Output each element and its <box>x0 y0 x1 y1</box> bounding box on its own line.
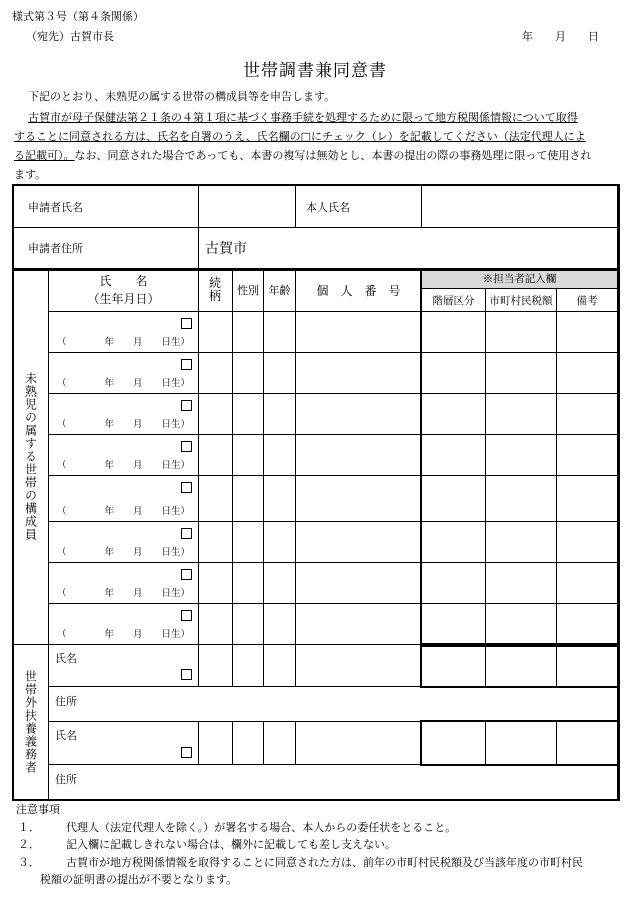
addressee: （宛先）古賀市長 <box>26 30 114 43</box>
remarks-cell <box>557 353 618 394</box>
tier-cell <box>422 353 486 394</box>
consent-checkbox[interactable] <box>181 318 192 329</box>
age-cell[interactable] <box>264 722 296 765</box>
outside-name-label: 氏名 <box>55 652 77 665</box>
tier-cell <box>422 522 486 563</box>
household-members-section-label: 未熟児の属する世帯の構成員 <box>14 269 49 645</box>
member-name-cell[interactable] <box>49 394 199 435</box>
outside-name-cell[interactable] <box>49 645 199 687</box>
outside-dependents-section-label: 世帯外扶養義務者 <box>14 645 49 800</box>
personal-number-cell[interactable] <box>296 722 422 765</box>
notes-heading: 注意事項 <box>16 803 60 816</box>
tax-cell <box>486 394 557 435</box>
sex-cell[interactable] <box>233 394 264 435</box>
relation-cell[interactable] <box>199 435 233 476</box>
outside-name-label: 氏名 <box>55 729 77 742</box>
member-name-cell[interactable] <box>49 522 199 563</box>
remarks-cell <box>557 394 618 435</box>
applicant-name-label: 申請者氏名 <box>14 186 199 228</box>
note-item: ２． 記入欄に記載しきれない場合は、欄外に記載しても差し支えない。 <box>18 838 396 851</box>
outside-address-label: 住所 <box>55 773 77 786</box>
intro-line-1: 下記のとおり、未熟児の属する世帯の構成員等を申告します。 <box>28 90 336 103</box>
member-name-cell[interactable] <box>49 604 199 645</box>
tier-cell <box>422 476 486 522</box>
table-row <box>14 435 618 476</box>
sex-cell[interactable] <box>233 353 264 394</box>
remarks-cell <box>557 522 618 563</box>
remarks-cell <box>557 435 618 476</box>
birthdate-placeholder: （ 年 月 日生） <box>57 419 191 430</box>
birthdate-placeholder: （ 年 月 日生） <box>57 547 191 558</box>
applicant-name-field[interactable] <box>199 186 296 228</box>
personal-number-cell[interactable] <box>296 604 422 645</box>
relation-header: 続柄 <box>199 269 233 312</box>
relation-cell[interactable] <box>199 645 233 687</box>
member-name-cell[interactable] <box>49 563 199 604</box>
consent-checkbox[interactable] <box>181 359 192 370</box>
birthdate-placeholder: （ 年 月 日生） <box>57 378 191 389</box>
table-row <box>14 522 618 563</box>
tax-cell <box>486 312 557 353</box>
personal-number-cell[interactable] <box>296 353 422 394</box>
page-title: 世帯調書兼同意書 <box>243 61 387 81</box>
tier-cell <box>422 312 486 353</box>
tax-header: 市町村民税額 <box>486 289 557 312</box>
sex-cell[interactable] <box>233 722 264 765</box>
table-row <box>14 312 618 353</box>
birthdate-placeholder: （ 年 月 日生） <box>57 506 191 517</box>
table-row <box>14 476 618 522</box>
personal-number-cell[interactable] <box>296 645 422 687</box>
member-name-cell[interactable] <box>49 476 199 522</box>
tier-cell <box>422 435 486 476</box>
member-name-cell[interactable] <box>49 435 199 476</box>
age-cell[interactable] <box>264 476 296 522</box>
personal-number-header: 個 人 番 号 <box>296 269 422 312</box>
personal-number-cell[interactable] <box>296 522 422 563</box>
personal-number-cell[interactable] <box>296 563 422 604</box>
tax-cell <box>486 604 557 645</box>
sex-cell[interactable] <box>233 522 264 563</box>
sex-cell[interactable] <box>233 476 264 522</box>
age-header: 年齢 <box>264 269 296 312</box>
tier-header: 階層区分 <box>422 289 486 312</box>
remarks-cell <box>557 722 618 765</box>
tax-cell <box>486 522 557 563</box>
consent-checkbox[interactable] <box>181 747 192 758</box>
main-form-table <box>13 185 618 800</box>
age-cell[interactable] <box>264 353 296 394</box>
relation-cell[interactable] <box>199 604 233 645</box>
tier-cell <box>422 645 486 687</box>
note-item: ３． 古賀市が地方税関係情報を取得することに同意された方は、前年の市町村民税額及び当該年度の市町村民 <box>18 855 583 869</box>
consent-checkbox[interactable] <box>181 441 192 452</box>
relation-cell[interactable] <box>199 312 233 353</box>
consent-checkbox[interactable] <box>181 528 192 539</box>
tax-cell <box>486 722 557 765</box>
age-cell[interactable] <box>264 394 296 435</box>
tax-cell <box>486 435 557 476</box>
tier-cell <box>422 604 486 645</box>
tier-cell <box>422 394 486 435</box>
consent-checkbox[interactable] <box>181 610 192 621</box>
tax-cell <box>486 476 557 522</box>
relation-cell[interactable] <box>199 476 233 522</box>
birthdate-placeholder: （ 年 月 日生） <box>57 460 191 471</box>
personal-number-cell[interactable] <box>296 435 422 476</box>
sex-header: 性別 <box>233 269 264 312</box>
consent-checkbox[interactable] <box>181 669 192 680</box>
sex-cell[interactable] <box>233 312 264 353</box>
member-name-cell[interactable] <box>49 312 199 353</box>
sex-cell[interactable] <box>233 645 264 687</box>
self-name-field[interactable] <box>422 186 618 228</box>
relation-cell[interactable] <box>199 722 233 765</box>
table-row <box>14 394 618 435</box>
note-item-continued: 税額の証明書の提出が不要となります。 <box>40 873 238 886</box>
remarks-cell <box>557 604 618 645</box>
name-birth-header: 氏 名 （生年月日） <box>49 269 199 312</box>
outside-name-cell[interactable] <box>49 722 199 765</box>
outside-address-cell[interactable] <box>49 687 618 722</box>
consent-checkbox[interactable] <box>181 569 192 580</box>
relation-cell[interactable] <box>199 563 233 604</box>
consent-checkbox[interactable] <box>181 482 192 493</box>
remarks-cell <box>557 312 618 353</box>
relation-cell[interactable] <box>199 353 233 394</box>
personal-number-cell[interactable] <box>296 476 422 522</box>
tier-cell <box>422 563 486 604</box>
table-row <box>14 604 618 645</box>
applicant-address-field[interactable]: 古賀市 <box>199 228 618 269</box>
notes-section <box>18 801 583 889</box>
outside-address-label: 住所 <box>55 695 77 708</box>
birthdate-placeholder: （ 年 月 日生） <box>57 337 191 348</box>
remarks-cell <box>557 476 618 522</box>
age-cell[interactable] <box>264 563 296 604</box>
sex-cell[interactable] <box>233 604 264 645</box>
note-item: １． 代理人（法定代理人を除く。）が署名する場合、本人からの委任状をとること。 <box>18 820 457 834</box>
remarks-cell <box>557 645 618 687</box>
age-cell[interactable] <box>264 522 296 563</box>
relation-cell[interactable] <box>199 394 233 435</box>
tax-cell <box>486 563 557 604</box>
date-line: 年 月 日 <box>522 30 599 43</box>
tier-cell <box>422 722 486 765</box>
consent-line-3 <box>14 147 591 164</box>
tax-cell <box>486 645 557 687</box>
personal-number-cell[interactable] <box>296 394 422 435</box>
staff-section-header: ※担当者記入欄 <box>422 269 618 289</box>
self-name-label: 本人氏名 <box>296 186 422 228</box>
tax-cell <box>486 353 557 394</box>
consent-line-2: することに同意される方は、氏名を自署のうえ、氏名欄の□にチェック（レ）を記載してください（法定代理人によ <box>14 130 586 143</box>
age-cell[interactable] <box>264 645 296 687</box>
relation-cell[interactable] <box>199 522 233 563</box>
remarks-header: 備考 <box>557 289 618 312</box>
outside-address-cell[interactable] <box>49 765 618 800</box>
consent-checkbox[interactable] <box>181 400 192 411</box>
member-name-cell[interactable] <box>49 353 199 394</box>
applicant-address-label: 申請者住所 <box>14 228 199 269</box>
table-row <box>14 353 618 394</box>
sex-cell[interactable] <box>233 563 264 604</box>
age-cell[interactable] <box>264 604 296 645</box>
age-cell[interactable] <box>264 312 296 353</box>
consent-line-3-rest: なお、同意された場合であっても、本書の複写は無効とし、本書の提出の際の事務処理に限って使用され <box>74 149 592 162</box>
sex-cell[interactable] <box>233 435 264 476</box>
consent-line-3-underlined: る記載可）。 <box>14 149 75 162</box>
birthdate-placeholder: （ 年 月 日生） <box>57 629 191 640</box>
age-cell[interactable] <box>264 435 296 476</box>
consent-line-4: ます。 <box>14 168 47 181</box>
personal-number-cell[interactable] <box>296 312 422 353</box>
table-row <box>14 563 618 604</box>
consent-line-1: 古賀市が母子保健法第２１条の４第１項に基づく事務手続を処理するために限って地方税関係情報について取得 <box>28 111 578 124</box>
form-number: 様式第３号（第４条関係） <box>12 10 144 23</box>
birthdate-placeholder: （ 年 月 日生） <box>57 588 191 599</box>
remarks-cell <box>557 563 618 604</box>
